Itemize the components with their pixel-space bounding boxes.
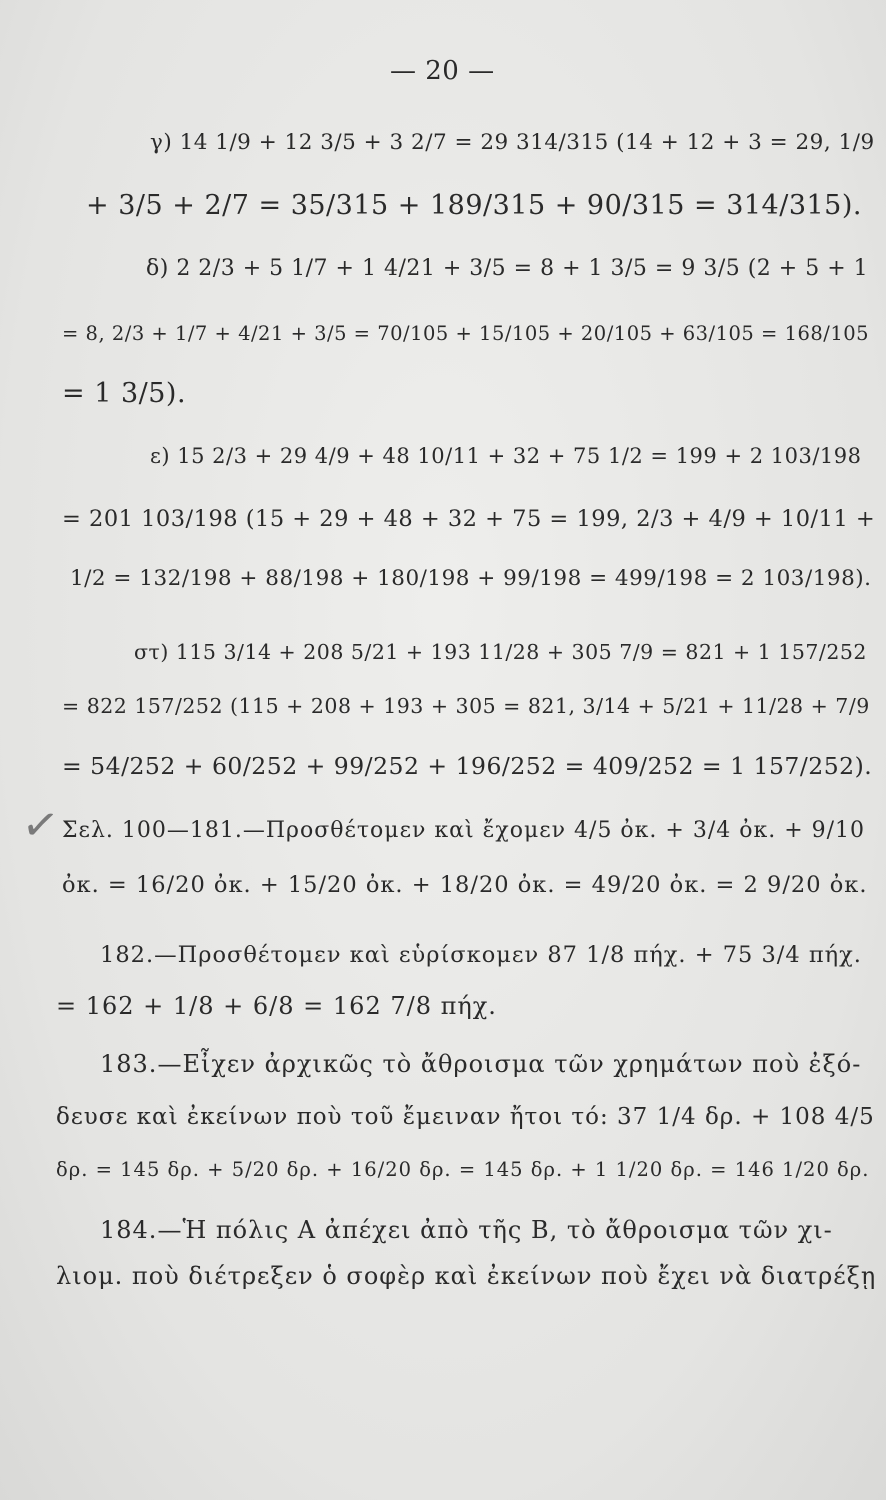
problem-182-line-2: = 162 + 1/8 + 6/8 = 162 7/8 πήχ.	[56, 992, 497, 1020]
solution-delta-line-3: = 1 3/5).	[62, 378, 187, 409]
page-number: — 20 —	[390, 56, 495, 86]
problem-181-line-2: ὀκ. = 16/20 ὀκ. + 15/20 ὀκ. + 18/20 ὀκ. = 49/20 ὀκ. = 2 9/20 ὀκ.	[62, 872, 868, 898]
problem-183-line-3: δρ. = 145 δρ. + 5/20 δρ. + 16/20 δρ. = 145 δρ. + 1 1/20 δρ. = 146 1/20 δρ.	[56, 1158, 870, 1181]
problem-184-line-2: λιομ. ποὺ διέτρεξεν ὁ σοφὲρ καὶ ἐκείνων ποὺ ἔχει νὰ διατρέξῃ	[56, 1262, 877, 1290]
problem-184-line-1: 184.—Ἡ πόλις Α ἀπέχει ἀπὸ τῆς Β, τὸ ἄθροισμα τῶν χι-	[100, 1216, 833, 1244]
solution-delta-line-1: δ) 2 2/3 + 5 1/7 + 1 4/21 + 3/5 = 8 + 1 3/5 = 9 3/5 (2 + 5 + 1	[146, 256, 869, 281]
solution-epsilon-line-3: 1/2 = 132/198 + 88/198 + 180/198 + 99/198 = 499/198 = 2 103/198).	[70, 566, 872, 591]
problem-183-line-1: 183.—Εἶχεν ἀρχικῶς τὸ ἄθροισμα τῶν χρημάτων ποὺ ἐξό-	[100, 1050, 862, 1078]
problem-182-line-1: 182.—Προσθέτομεν καὶ εὑρίσκομεν 87 1/8 πήχ. + 75 3/4 πήχ.	[100, 942, 862, 968]
check-mark-icon: ✓	[18, 797, 63, 854]
solution-epsilon-line-1: ε) 15 2/3 + 29 4/9 + 48 10/11 + 32 + 75 1/2 = 199 + 2 103/198	[150, 444, 862, 468]
solution-stigma-line-2: = 822 157/252 (115 + 208 + 193 + 305 = 821, 3/14 + 5/21 + 11/28 + 7/9	[62, 694, 870, 718]
problem-181-line-1: Σελ. 100—181.—Προσθέτομεν καὶ ἔχομεν 4/5 ὀκ. + 3/4 ὀκ. + 9/10	[62, 818, 866, 843]
solution-gamma-line-2: + 3/5 + 2/7 = 35/315 + 189/315 + 90/315 = 314/315).	[86, 190, 862, 221]
problem-183-line-2: δευσε καὶ ἐκείνων ποὺ τοῦ ἔμειναν ἤτοι τό: 37 1/4 δρ. + 108 4/5	[56, 1104, 875, 1130]
solution-stigma-line-3: = 54/252 + 60/252 + 99/252 + 196/252 = 409/252 = 1 157/252).	[62, 752, 873, 780]
solution-delta-line-2: = 8, 2/3 + 1/7 + 4/21 + 3/5 = 70/105 + 15/105 + 20/105 + 63/105 = 168/105	[62, 322, 870, 345]
solution-gamma-line-1: γ) 14 1/9 + 12 3/5 + 3 2/7 = 29 314/315 (14 + 12 + 3 = 29, 1/9	[150, 130, 875, 155]
solution-epsilon-line-2: = 201 103/198 (15 + 29 + 48 + 32 + 75 = 199, 2/3 + 4/9 + 10/11 +	[62, 506, 876, 532]
solution-stigma-line-1: στ) 115 3/14 + 208 5/21 + 193 11/28 + 305 7/9 = 821 + 1 157/252	[134, 640, 867, 664]
